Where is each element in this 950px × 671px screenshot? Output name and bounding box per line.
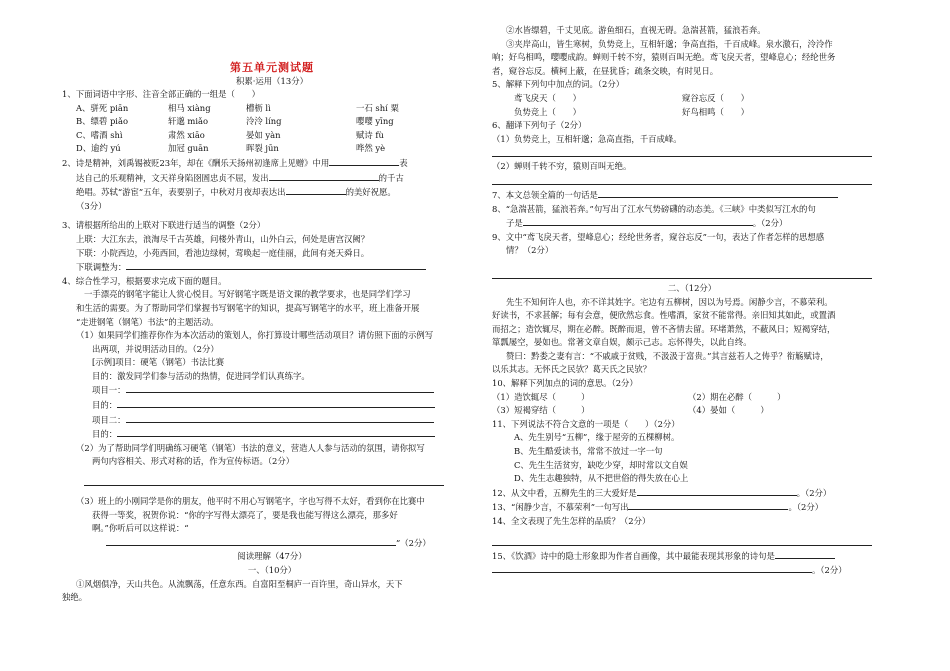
q4-aim2 bbox=[62, 427, 482, 442]
q9-answer-line[interactable] bbox=[492, 268, 872, 279]
q3-lower: 下联：小院西边，小苑西回，看池边绿树，莺唤起一庭佳丽，此间有尧天舜日。 bbox=[76, 247, 370, 258]
q5-stem: 5、解释下列句中加点的词。（2分） bbox=[492, 79, 625, 90]
q11-option-a: A、先生别号“五柳”，缘于屋旁的五棵柳树。 bbox=[514, 432, 680, 443]
q10-b: （2）期在必醉（ ） bbox=[688, 391, 786, 402]
q6-stem: 6、翻译下列句子（2分） bbox=[492, 120, 587, 131]
reading-para3-line1: ③夹岸高山，皆生寒树，负势竞上，互相轩邈；争高直指，千百成峰。泉水激石，泠泠作 bbox=[506, 38, 833, 49]
q1-row-b bbox=[62, 115, 482, 129]
q2-line1 bbox=[62, 156, 482, 171]
q4-project1-blank[interactable] bbox=[126, 383, 434, 393]
q4-s2-answer-line[interactable] bbox=[84, 475, 444, 486]
q4-s2-line2: 两句内容相关、形式对称的话，作为宣传标语。（2分） bbox=[92, 456, 295, 467]
q1-a4: 一石 shí 粟 bbox=[356, 102, 399, 113]
q4-s3-answer-blank[interactable] bbox=[106, 536, 396, 546]
q4-project2-label: 项目二： bbox=[92, 414, 126, 425]
q4-s3-line1: （3）班上的小刚同学是你的朋友，他平时不用心写钢笔字，字也写得不太好，看到你在比赛中 bbox=[76, 496, 425, 507]
q8-line2 bbox=[492, 216, 892, 231]
q6-s2: （2）蝉则千转不穷，猿则百叫无绝。 bbox=[492, 161, 632, 172]
q1-d1: D、逾约 yú bbox=[76, 143, 121, 154]
q15-blank2[interactable] bbox=[492, 563, 812, 573]
q13-blank[interactable] bbox=[628, 500, 788, 510]
q15-line1 bbox=[492, 549, 892, 564]
passage2-line6: 以乐其志。无怀氏之民欤？葛天氏之民欤？ bbox=[492, 364, 652, 375]
q2-text2b: 的千古 bbox=[378, 172, 404, 183]
q10-a: （1）造饮辄尽（ ） bbox=[492, 391, 590, 402]
reading-para3-line3: 者，窥谷忘反。横柯上蔽，在昼犹昏；疏条交映，有时见日。 bbox=[492, 65, 719, 76]
passage2-line2: 好读书，不求甚解；每有会意，便欣然忘食。性嗜酒，家贫不能常得。亲旧知其如此，或置酒 bbox=[492, 310, 836, 321]
section2-header: 二、（12分） bbox=[667, 282, 717, 293]
q2-text1: 2、诗是精神，刘禹锡被贬23年，却在《酬乐天扬州初逢席上见赠》中用 bbox=[62, 157, 330, 168]
q2-blank3[interactable] bbox=[286, 185, 346, 195]
q7 bbox=[492, 188, 892, 203]
q9-line1: 9、文中“鸢飞戾天者，望峰息心；经纶世务者，窥谷忘反”一句，表达了作者怎样的思想感 bbox=[492, 231, 825, 242]
q2-blank1[interactable] bbox=[329, 156, 399, 166]
q1-b1: B、缥碧 piǎo bbox=[76, 116, 129, 127]
q8-line1: 8、“急湍甚箭，猛浪若奔。”句写出了江水气势磅礴的动态美。《三峡》中类似写江水的句 bbox=[492, 203, 816, 214]
q4-aim1-blank[interactable] bbox=[117, 398, 435, 408]
q15-line2 bbox=[492, 563, 892, 578]
q2-text3b: 的美好祝愿。 bbox=[345, 187, 396, 198]
q5-row1 bbox=[492, 92, 892, 106]
q1-a1: A、骈死 piān bbox=[76, 102, 129, 113]
q4-example-aim: 目的：激发同学们参与活动的热情，促进同学们认真练字。 bbox=[92, 370, 310, 381]
q6-s1-answer-line[interactable] bbox=[492, 146, 872, 157]
q2-blank2[interactable] bbox=[269, 171, 379, 181]
q4-s1-line1: （1）如果同学们推荐你作为本次活动的策划人，你打算设计哪些活动项目？请仿照下面的示例写 bbox=[76, 330, 434, 341]
q2-score: （3分） bbox=[76, 200, 107, 211]
q12 bbox=[492, 486, 892, 501]
q14: 14、全文表现了先生怎样的品质？（2分） bbox=[492, 516, 651, 526]
q11-stem: 11、下列说法不符合文意的一项是（ ）（2分） bbox=[492, 418, 680, 429]
q15-score: 。（2分） bbox=[812, 565, 847, 576]
q4-s3-score: ”（2分） bbox=[396, 537, 431, 548]
q15-text: 15、《饮酒》诗中的隐士形象即为作者自画像，其中最能表现其形象的诗句是 bbox=[492, 550, 775, 561]
q6-s1: （1）负势竞上，互相轩邈；急高直指，千百成峰。 bbox=[492, 133, 682, 144]
q1-c3: 晏如 yàn bbox=[246, 129, 281, 140]
q4-aim2-blank[interactable] bbox=[117, 427, 435, 437]
right-column bbox=[492, 0, 892, 578]
q5-b: 窥谷忘反（ ） bbox=[682, 92, 749, 103]
q1-b2: 轩邈 miǎo bbox=[168, 116, 209, 127]
q1-c2: 肃然 xiāo bbox=[168, 129, 205, 140]
q14-answer-line[interactable] bbox=[492, 535, 872, 546]
q12-blank[interactable] bbox=[637, 486, 797, 496]
q1-d4: 哗然 yè bbox=[356, 143, 386, 154]
q5-a: 鸢飞戾天（ ） bbox=[514, 92, 581, 103]
q11-option-c: C、先生生活贫穷，缺吃少穿，却时常以文自娱 bbox=[514, 459, 688, 470]
q7-blank[interactable] bbox=[598, 188, 838, 198]
q7-text: 7、本文总领全篇的一句话是 bbox=[492, 189, 598, 200]
q4-stem: 4、综合性学习，根据要求完成下面的题目。 bbox=[62, 275, 227, 286]
left-column bbox=[62, 0, 482, 605]
q4-aim2-label: 目的： bbox=[92, 429, 118, 440]
q11-option-d: D、先生志趣独特，从不把世俗的得失放在心上 bbox=[514, 473, 689, 484]
q5-row2 bbox=[492, 106, 892, 120]
q4-s3-line2: 获得一等奖，祝贺你说：“你的字写得太漂亮了，要是我也能写得这么漂亮，那多好 bbox=[92, 509, 398, 520]
q4-s3-line3: 啊。”你听后可以这样说：“ bbox=[92, 523, 189, 534]
q1-b3: 泠泠 líng bbox=[246, 116, 282, 127]
passage2-line4: 箪瓢屡空，晏如也。常著文章自娱，颇示己志。忘怀得失，以此自终。 bbox=[492, 337, 752, 348]
section-subtitle: 积累·运用（13分） bbox=[236, 76, 308, 86]
reading-para1-line2: 独绝。 bbox=[62, 592, 88, 603]
q4-project1-label: 项目一： bbox=[92, 385, 126, 396]
q4-s1-line2: 出两项，并说明活动目的。（2分） bbox=[92, 343, 219, 354]
q10-stem: 10、解释下列加点的词的意思。（2分） bbox=[492, 378, 638, 389]
q15-blank1[interactable] bbox=[775, 549, 835, 559]
page-title: 第五单元测试题 bbox=[230, 61, 314, 74]
q4-intro2: 和生活的需要。为了帮助同学们掌握书写钢笔字的知识，提高写钢笔字的水平，班上准备开展 bbox=[76, 302, 420, 313]
q1-c4: 赋诗 fù bbox=[356, 129, 384, 140]
q13-text: 13、“闲静少言，不慕荣利”一句写出 bbox=[492, 502, 629, 513]
q4-aim1-label: 目的： bbox=[92, 400, 118, 411]
q4-project2-blank[interactable] bbox=[126, 413, 434, 423]
q3-upper: 上联：大江东去，浪淘尽千古英雄，问楼外青山，山外白云，何处是唐宫汉阙？ bbox=[76, 233, 370, 244]
q1-row-d bbox=[62, 142, 482, 156]
q9-line2: 情？（2分） bbox=[506, 245, 554, 256]
q10-d: （4）晏如（ ） bbox=[688, 405, 769, 416]
q8-score: 。（2分） bbox=[752, 218, 788, 229]
q2-text3: 绝唱。苏轼“游宦”五年，表要别子，中秋对月夜却表达出 bbox=[76, 187, 286, 198]
q4-s3-line4 bbox=[62, 536, 482, 551]
q1-row-a bbox=[62, 102, 482, 116]
q10-c: （3）短褐穿结（ ） bbox=[492, 405, 590, 416]
q3-adjusted-label: 下联调整为： bbox=[76, 262, 127, 273]
q10-row1 bbox=[492, 391, 892, 405]
q4-project1 bbox=[62, 383, 482, 398]
q5-d: 好鸟相鸣（ ） bbox=[682, 106, 749, 117]
q12-text: 12、从文中看，五柳先生的三大爱好是 bbox=[492, 487, 637, 498]
q5-c: 负势竞上（ ） bbox=[514, 106, 581, 117]
reading-section1: 一、（10分） bbox=[247, 565, 297, 575]
q1-d3: 晖裂 jūn bbox=[246, 143, 279, 154]
q1-options bbox=[62, 102, 482, 156]
reading-para1-line1: ①风烟俱净，天山共色。从流飘荡，任意东西。自富阳至桐庐一百许里，奇山异水，天下 bbox=[76, 578, 403, 589]
q1-c1: C、嗜酒 shì bbox=[76, 129, 123, 140]
q4-intro3: “走进钢笔（钢笔）书法”的主题活动。 bbox=[76, 316, 219, 327]
q1-d2: 加冠 guān bbox=[168, 143, 209, 154]
passage2-line1: 先生不知何许人也，亦不详其姓字。宅边有五柳树，因以为号焉。闲静少言，不慕荣利。 bbox=[506, 296, 833, 307]
q1-b4: 嘤嘤 yīng bbox=[356, 116, 394, 127]
q1-row-c bbox=[62, 129, 482, 143]
q4-aim1 bbox=[62, 398, 482, 413]
passage2-line3: 而招之；造饮辄尽，期在必醉。既醉而退，曾不吝情去留。环堵萧然，不蔽风日；短褐穿结， bbox=[492, 323, 836, 334]
q6-s2-answer-line[interactable] bbox=[492, 174, 872, 185]
reading-para2: ②水皆缥碧，千丈见底。游鱼细石，直视无碍。急湍甚箭，猛浪若奔。 bbox=[506, 25, 766, 35]
q3-answer-blank[interactable] bbox=[126, 260, 426, 270]
q2-line2 bbox=[62, 171, 482, 186]
reading-header: 阅读理解（47分） bbox=[237, 551, 307, 562]
q8-blank[interactable] bbox=[523, 216, 753, 226]
passage2-line5: 赞曰：黔娄之妻有言：“不戚戚于贫贱，不汲汲于富贵。”其言兹若人之俦乎？衔觞赋诗， bbox=[506, 350, 829, 361]
q4-s2-line1: （2）为了帮助同学们明确练习硬笔（钢笔）书法的意义，营造人人参与活动的氛围，请你拟写 bbox=[76, 442, 425, 453]
q2-text1b: 表 bbox=[399, 157, 408, 168]
q1-a3: 槽枥 lì bbox=[246, 102, 271, 113]
q1-stem: 1、下面词语中字形、注音全部正确的一组是（ ） bbox=[62, 89, 260, 99]
q13 bbox=[492, 500, 892, 515]
q12-score: 。（2分） bbox=[796, 487, 832, 498]
q3-adjusted bbox=[62, 260, 482, 275]
q4-project2 bbox=[62, 413, 482, 428]
q13-score: 。（2分） bbox=[788, 502, 824, 513]
q2-line3 bbox=[62, 185, 482, 200]
reading-para3-line2: 响；好鸟相鸣，嘤嘤成韵。蝉则千转不穷，猿则百叫无绝。鸢飞戾天者，望峰息心；经纶世务 bbox=[492, 52, 836, 63]
q11-option-b: B、先生酷爱读书，常常不放过一字一句 bbox=[514, 446, 663, 457]
q3-stem: 3、请根据所给出的上联对下联进行适当的调整（2分） bbox=[62, 220, 266, 231]
q4-intro1: 一手漂亮的钢笔字能让人赏心悦目。写好钢笔字既是语文课的教学要求，也是同学们学习 bbox=[84, 289, 411, 300]
q4-example-project: [示例]项目：硬笔（钢笔）书法比赛 bbox=[92, 357, 225, 368]
q2-text2: 达自己的乐观精神，文天祥身陷囹圄忠贞不屈，发出 bbox=[76, 172, 269, 183]
q10-row2 bbox=[492, 404, 892, 418]
q1-a2: 相马 xiàng bbox=[168, 102, 211, 113]
q8-text: 子是 bbox=[506, 218, 523, 229]
